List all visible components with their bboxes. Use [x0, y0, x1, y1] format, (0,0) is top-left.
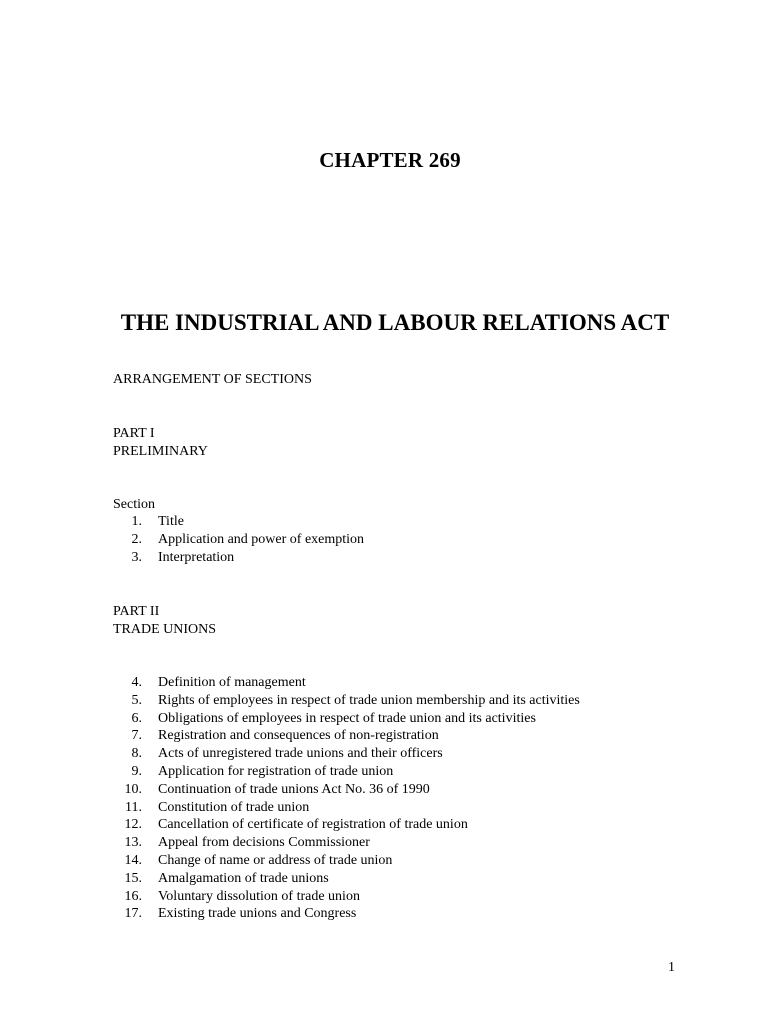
- part1-label: PART I: [113, 426, 155, 441]
- part1-name: PRELIMINARY: [113, 444, 208, 459]
- section-item: [0, 888, 770, 906]
- part2-name: TRADE UNIONS: [113, 622, 217, 637]
- section-item: [0, 745, 770, 763]
- chapter-title: CHAPTER 269: [319, 148, 461, 172]
- section-item: [0, 781, 770, 799]
- section-item: [0, 870, 770, 888]
- section-number: 13.: [124, 835, 142, 851]
- section-item: [0, 905, 770, 923]
- section-title: Change of name or address of trade union: [158, 852, 393, 868]
- section-title: Amalgamation of trade unions: [158, 870, 329, 886]
- part2-label: PART II: [113, 604, 160, 619]
- section-title: Continuation of trade unions Act No. 36 of 1990: [158, 781, 430, 797]
- section-item: [0, 692, 770, 710]
- section-title: Application and power of exemption: [158, 531, 365, 547]
- section-title: Rights of employees in respect of trade union membership and its activities: [158, 692, 580, 708]
- part1-section-list: [0, 513, 770, 566]
- section-number: 11.: [125, 799, 142, 815]
- section-title: Interpretation: [158, 549, 235, 565]
- section-title: Title: [158, 514, 184, 529]
- section-title: Application for registration of trade union: [158, 763, 394, 779]
- section-title: Registration and consequences of non-registration: [158, 728, 439, 744]
- section-number: 2.: [131, 531, 142, 547]
- section-item: [0, 531, 770, 549]
- section-item: [0, 710, 770, 728]
- section-number: 8.: [131, 746, 142, 762]
- section-number: 14.: [124, 852, 142, 868]
- section-title: Acts of unregistered trade unions and their officers: [158, 746, 443, 762]
- section-number: 9.: [131, 763, 142, 779]
- section-item: [0, 799, 770, 817]
- section-item: [0, 674, 770, 692]
- section-title: Obligations of employees in respect of trade union and its activities: [158, 710, 536, 726]
- section-title: Cancellation of certificate of registration of trade union: [158, 817, 468, 833]
- section-item: [0, 834, 770, 852]
- section-number: 17.: [124, 906, 142, 922]
- page-number: 1: [668, 960, 675, 975]
- section-number: 10.: [124, 781, 142, 797]
- section-item: [0, 852, 770, 870]
- section-column-label: Section: [113, 497, 155, 512]
- section-title: Appeal from decisions Commissioner: [158, 835, 370, 851]
- section-item: [0, 816, 770, 834]
- section-item: [0, 763, 770, 781]
- section-item: [0, 513, 770, 531]
- section-number: 3.: [131, 549, 142, 565]
- section-number: 12.: [124, 817, 142, 833]
- section-item: [0, 549, 770, 567]
- section-number: 5.: [131, 692, 142, 708]
- section-item: [0, 727, 770, 745]
- act-title: THE INDUSTRIAL AND LABOUR RELATIONS ACT: [120, 310, 670, 335]
- section-number: 15.: [124, 870, 142, 886]
- section-title: Definition of management: [158, 675, 306, 690]
- section-number: 1.: [131, 514, 142, 529]
- arrangement-heading: ARRANGEMENT OF SECTIONS: [113, 372, 312, 387]
- section-number: 16.: [124, 888, 142, 904]
- section-title: Constitution of trade union: [158, 799, 310, 815]
- section-title: Voluntary dissolution of trade union: [158, 888, 360, 904]
- part2-section-list: [0, 674, 770, 923]
- section-title: Existing trade unions and Congress: [158, 906, 357, 922]
- section-number: 4.: [131, 675, 142, 690]
- section-number: 6.: [131, 710, 142, 726]
- section-number: 7.: [131, 728, 142, 744]
